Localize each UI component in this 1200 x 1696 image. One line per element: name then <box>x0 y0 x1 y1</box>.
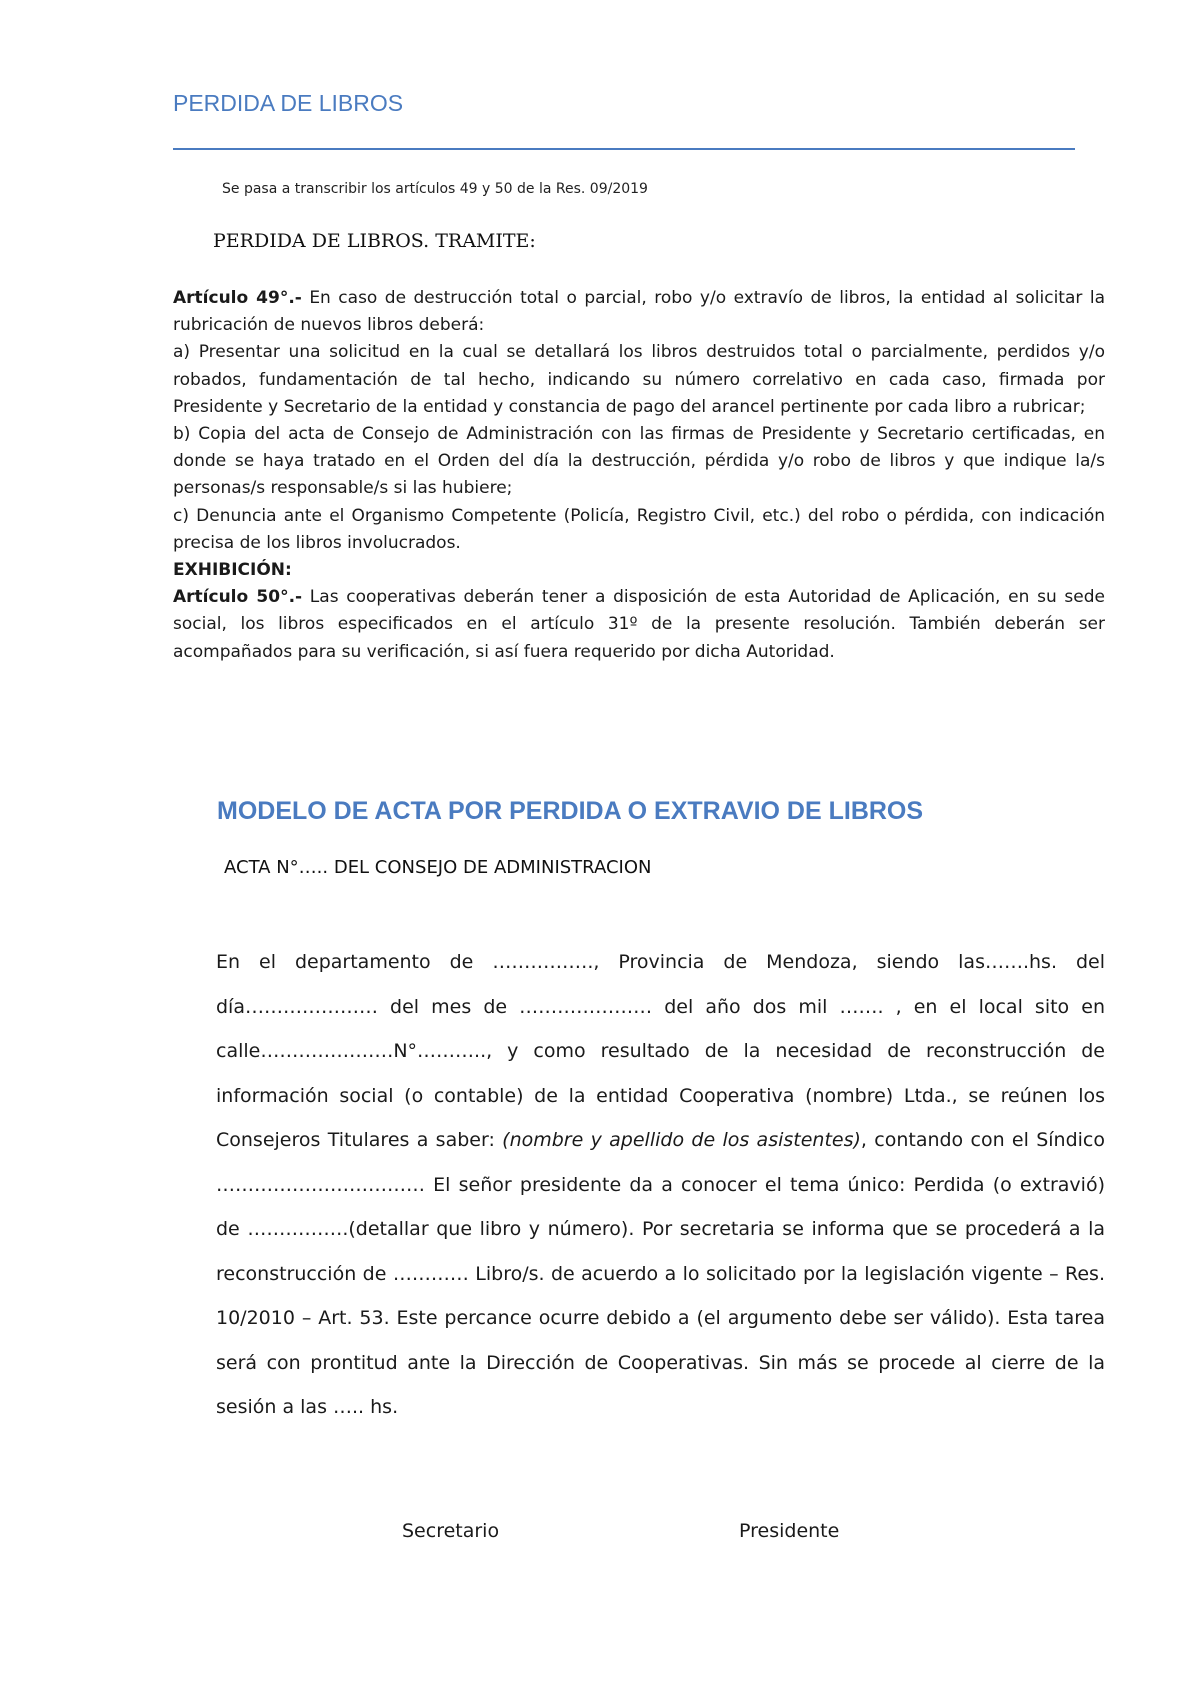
page-title: PERDIDA DE LIBROS <box>173 90 404 116</box>
article-49-label: Artículo 49°.- <box>173 288 302 308</box>
title-underline <box>173 148 1075 150</box>
articles-section <box>173 285 1105 666</box>
section-subtitle: PERDIDA DE LIBROS. TRAMITE: <box>213 230 536 252</box>
exhibicion-heading <box>173 557 1105 584</box>
modelo-heading: MODELO DE ACTA POR PERDIDA O EXTRAVIO DE LIBROS <box>217 797 924 825</box>
article-49-text: En caso de destrucción total o parcial, robo y/o extravío de libros, la entidad al solicitar la rubricación de nuevos libros deberá: <box>173 288 1105 336</box>
signature-presidente: Presidente <box>739 1520 840 1542</box>
article-49-item-b: b) Copia del acta de Consejo de Administración con las firmas de Presidente y Secretario certificadas, en donde se haya tratado en el Orden del día la destrucción, pérdida y/o robo de libros y que indique la/s personas/s responsable/s si las hubiere; <box>173 424 1105 499</box>
intro-text: Se pasa a transcribir los artículos 49 y 50 de la Res. 09/2019 <box>222 181 648 197</box>
signature-secretario: Secretario <box>402 1520 500 1542</box>
exhibicion-heading-label: EXHIBICIÓN: <box>173 560 292 581</box>
acta-body-part2: , contando con el Síndico …………………………… El señor presidente da a conocer el tema único: Perdida (o extravió) de …………….(detallar que libro y número). Por secretaria se informa que se procederá a la reconstrucción de ………… Libro/s. de acuerdo a lo solicitado por la legislación vigente – Res. 10/2010 – Art. 53. Este percance ocurre debido a (el argumento debe ser válido). Esta tarea será con prontitud ante la Dirección de Cooperativas. Sin más se procede al cierre de la sesión a las ….. hs. <box>216 1129 1105 1418</box>
article-49-item-c: c) Denuncia ante el Organismo Competente (Policía, Registro Civil, etc.) del robo o pérdida, con indicación precisa de los libros involucrados. <box>173 505 1105 553</box>
article-50 <box>173 584 1105 666</box>
acta-body-italic: (nombre y apellido de los asistentes) <box>502 1129 861 1151</box>
article-50-label: Artículo 50°.- <box>173 587 303 608</box>
acta-title: ACTA N°….. DEL CONSEJO DE ADMINISTRACION <box>224 857 652 878</box>
acta-body <box>216 940 1105 1430</box>
article-49-item-a: a) Presentar una solicitud en la cual se detallará los libros destruidos total o parcialmente, perdidos y/o robados, fundamentación de tal hecho, indicando su número correlativo en cada caso, firmada por Presidente y Secretario de la entidad y constancia de pago del arancel pertinente por cada libro a rubricar; <box>173 342 1105 417</box>
acta-body-part1: En el departamento de ……………., Provincia de Mendoza, siendo las…….hs. del día………………… del mes de ………………… del año dos mil ……. , en el local sito en calle…………………N°……….., y como resultado de la necesidad de reconstrucción de información social (o contable) de la entidad Cooperativa (nombre) Ltda., se reúnen los Consejeros Titulares a saber: <box>216 951 1105 1151</box>
article-49 <box>173 285 1105 339</box>
article-50-text: Las cooperativas deberán tener a disposición de esta Autoridad de Aplicación, en su sede social, los libros especificados en el artículo 31º de la presente resolución. También deberán ser acompañados para su verificación, si así fuera requerido por dicha Autoridad. <box>173 587 1105 662</box>
